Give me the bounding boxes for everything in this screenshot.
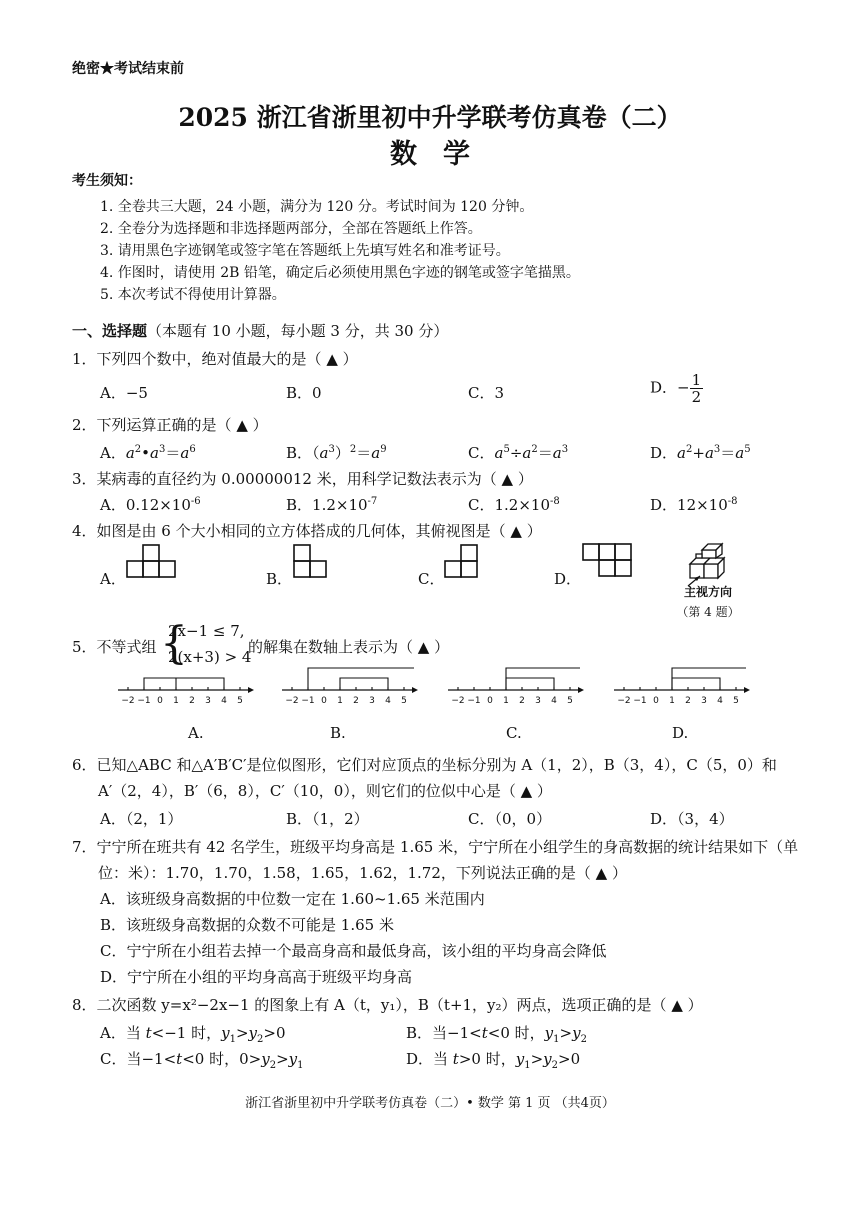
q5-stem-post: 的解集在数轴上表示为（ ▲ ） bbox=[248, 638, 450, 656]
section-heading bbox=[72, 320, 448, 341]
q6-stem-line1: 6．已知△ABC 和△A′B′C′是位似图形，它们对应顶点的坐标分别为 A（1，2），B（3，4），C（5，0）和 bbox=[72, 756, 777, 774]
solution-segment bbox=[340, 678, 388, 690]
solution-segment bbox=[176, 678, 224, 690]
q5-stem-pre: 5．不等式组 bbox=[72, 638, 157, 656]
q7-stem-line1: 7．宁宁所在班共有 42 名学生，班级平均身高是 1.65 米，宁宁所在小组学生的身高数据的统计结果如下（单 bbox=[72, 838, 799, 856]
number-line-tick-label: −1 bbox=[301, 696, 315, 706]
number-line-tick-label: −1 bbox=[633, 696, 647, 706]
q3-option-c: C．$1.2\times 10^{-8}$ bbox=[468, 496, 560, 514]
number-line-tick-label: 3 bbox=[701, 696, 707, 706]
q4-option-c: C． bbox=[418, 570, 445, 588]
number-line-tick-label: 4 bbox=[385, 696, 391, 706]
number-line-tick-label: 4 bbox=[551, 696, 557, 706]
page-footer: 浙江省浙里初中升学联考仿真卷（二）• 数学 第 1 页 （共4页） bbox=[245, 1096, 615, 1111]
q8-option-a: A．当 t<−1 时，$y_1>y_2>0$ bbox=[100, 1024, 286, 1045]
q6-option-d: D．（3，4） bbox=[650, 810, 734, 828]
number-line-tick-label: −2 bbox=[285, 696, 299, 706]
note-item: 2. 全卷分为选择题和非选择题两部分，全部在答题纸上作答。 bbox=[100, 221, 482, 237]
q7-option-b: B．该班级身高数据的众数不可能是 1.65 米 bbox=[100, 916, 394, 934]
q5-number-line-b bbox=[282, 664, 418, 708]
number-line-tick-label: 3 bbox=[535, 696, 541, 706]
q1-option-d bbox=[650, 372, 703, 405]
q4-option-d-figure bbox=[582, 543, 634, 579]
subject-title: 数学 bbox=[390, 139, 496, 170]
number-line-tick-label: 0 bbox=[157, 696, 163, 706]
q4-caption: （第 4 题） bbox=[676, 605, 740, 619]
q4-option-c-figure bbox=[444, 542, 478, 582]
number-line-arrow bbox=[248, 687, 254, 693]
q2-option-b: B．$(a^3)^2=a^9$ bbox=[286, 444, 387, 462]
q7-option-a: A．该班级身高数据的中位数一定在 1.60~1.65 米范围内 bbox=[100, 890, 485, 908]
number-line-tick-label: 0 bbox=[487, 696, 493, 706]
number-line-tick-label: 2 bbox=[189, 696, 195, 706]
q5-number-line-a bbox=[118, 664, 254, 708]
number-line-tick-label: 1 bbox=[503, 696, 509, 706]
q2-option-d: D．$a^2+a^3=a^5$ bbox=[650, 444, 751, 462]
q4-stem: 4．如图是由 6 个大小相同的立方体搭成的几何体，其俯视图是（ ▲ ） bbox=[72, 522, 542, 540]
q4-option-d: D． bbox=[554, 570, 582, 588]
number-line-tick-label: 3 bbox=[205, 696, 211, 706]
q7-option-d: D．宁宁所在小组的平均身高高于班级平均身高 bbox=[100, 968, 413, 986]
number-line-tick-label: 2 bbox=[685, 696, 691, 706]
number-line-tick-label: 5 bbox=[733, 696, 739, 706]
q2-option-a: A．$a^2•a^3=a^6$ bbox=[100, 444, 196, 462]
number-line-tick-label: 2 bbox=[353, 696, 359, 706]
notes-title: 考生须知： bbox=[72, 173, 142, 189]
number-line-tick-label: 4 bbox=[717, 696, 723, 706]
note-item: 4. 作图时，请使用 2B 铅笔，确定后必须使用黑色字迹的钢笔或签字笔描黑。 bbox=[100, 265, 580, 281]
note-item: 5. 本次考试不得使用计算器。 bbox=[100, 287, 286, 303]
number-line-tick-label: 1 bbox=[173, 696, 179, 706]
note-item: 1. 全卷共三大题，24 小题，满分为 120 分。考试时间为 120 分钟。 bbox=[100, 199, 534, 215]
number-line-tick-label: 0 bbox=[653, 696, 659, 706]
number-line-tick-label: −1 bbox=[467, 696, 481, 706]
q4-option-a-figure bbox=[126, 542, 176, 582]
q5-number-line-c bbox=[448, 664, 584, 708]
q3-option-a: A．$0.12\times 10^{-6}$ bbox=[100, 496, 201, 514]
q1-option-d-label: D．− bbox=[650, 378, 690, 397]
number-line-tick-label: 5 bbox=[401, 696, 407, 706]
exam-title: 2025 浙江省浙里初中升学联考仿真卷（二） bbox=[178, 103, 682, 132]
solution-segment bbox=[672, 678, 720, 690]
q1-stem: 1．下列四个数中，绝对值最大的是（ ▲ ） bbox=[72, 350, 358, 368]
q8-option-d: D．当 t>0 时，$y_1>y_2>0$ bbox=[406, 1050, 581, 1071]
number-line-arrow bbox=[412, 687, 418, 693]
number-line-tick-label: 5 bbox=[237, 696, 243, 706]
q5-label-a: A. bbox=[188, 724, 204, 742]
section-desc: （本题有 10 小题，每小题 3 分，共 30 分） bbox=[147, 322, 449, 340]
fraction-denominator: 2 bbox=[691, 388, 702, 406]
solution-ray bbox=[672, 668, 746, 690]
q3-stem: 3．某病毒的直径约为 0.00000012 米，用科学记数法表示为（ ▲ ） bbox=[72, 470, 533, 488]
q5-inequality-1: 2x−1 ≤ 7, bbox=[168, 622, 245, 640]
q7-option-c: C．宁宁所在小组若去掉一个最高身高和最低身高，该小组的平均身高会降低 bbox=[100, 942, 607, 960]
q8-stem: 8．二次函数 y=x²−2x−1 的图象上有 A（t，y₁），B（t+1，y₂）两点，选项正确的是（ ▲ ） bbox=[72, 996, 703, 1014]
number-line-tick-label: 1 bbox=[337, 696, 343, 706]
q6-stem-line2: A′（2，4），B′（6，8），C′（10，0），则它们的位似中心是（ ▲ ） bbox=[98, 782, 552, 800]
number-line-tick-label: −2 bbox=[451, 696, 465, 706]
q6-option-b: B．（1，2） bbox=[286, 810, 369, 828]
solution-ray bbox=[308, 668, 414, 690]
q6-option-c: C．（0，0） bbox=[468, 810, 552, 828]
q5-label-d: D. bbox=[672, 724, 689, 742]
q2-stem: 2．下列运算正确的是（ ▲ ） bbox=[72, 416, 268, 434]
number-line-tick-label: 4 bbox=[221, 696, 227, 706]
q6-option-a: A．（2，1） bbox=[100, 810, 183, 828]
q7-stem-line2: 位：米）：1.70，1.70，1.58，1.65，1.62，1.72，下列说法正确的是（ ▲ ） bbox=[98, 864, 627, 882]
inequality-brace: { bbox=[160, 618, 188, 669]
q2-option-c: C．$a^5\div a^2=a^3$ bbox=[468, 444, 569, 462]
q1-option-b: B．0 bbox=[286, 384, 322, 402]
q4-option-a: A． bbox=[100, 570, 126, 588]
number-line-tick-label: 1 bbox=[669, 696, 675, 706]
q1-option-c: C．3 bbox=[468, 384, 505, 402]
q5-label-c: C. bbox=[506, 724, 522, 742]
note-item: 3. 请用黑色字迹钢笔或签字笔在答题纸上先填写姓名和准考证号。 bbox=[100, 243, 510, 259]
q3-option-b: B．$1.2\times 10^{-7}$ bbox=[286, 496, 378, 514]
number-line-arrow bbox=[578, 687, 584, 693]
section-name: 一、选择题 bbox=[72, 322, 148, 340]
number-line-tick-label: 2 bbox=[519, 696, 525, 706]
q8-option-c: C．当−1<t<0 时，$0>y_2>y_1$ bbox=[100, 1050, 304, 1071]
fraction bbox=[690, 372, 704, 405]
number-line-tick-label: −2 bbox=[617, 696, 631, 706]
q4-option-b-figure bbox=[293, 542, 327, 582]
q5-number-line-d bbox=[614, 664, 750, 708]
number-line-tick-label: −2 bbox=[121, 696, 135, 706]
q1-option-a: A．−5 bbox=[100, 384, 148, 402]
number-line-tick-label: 0 bbox=[321, 696, 327, 706]
q4-view-direction-label: 主视方向 bbox=[683, 585, 732, 599]
q3-option-d: D．$12\times 10^{-8}$ bbox=[650, 496, 738, 514]
q8-option-b: B．当−1<t<0 时，$y_1>y_2$ bbox=[406, 1024, 587, 1045]
fraction-numerator: 1 bbox=[691, 371, 702, 389]
secret-label: 绝密★考试结束前 bbox=[72, 61, 184, 77]
number-line-tick-label: −1 bbox=[137, 696, 151, 706]
number-line-tick-label: 3 bbox=[369, 696, 375, 706]
q5-label-b: B. bbox=[330, 724, 346, 742]
number-line-tick-label: 5 bbox=[567, 696, 573, 706]
q4-option-b: B． bbox=[266, 570, 293, 588]
solution-ray bbox=[506, 668, 580, 690]
number-line-arrow bbox=[744, 687, 750, 693]
solution-segment bbox=[506, 678, 554, 690]
q5-inequality-2: 2(x+3) > 4 bbox=[168, 648, 252, 666]
